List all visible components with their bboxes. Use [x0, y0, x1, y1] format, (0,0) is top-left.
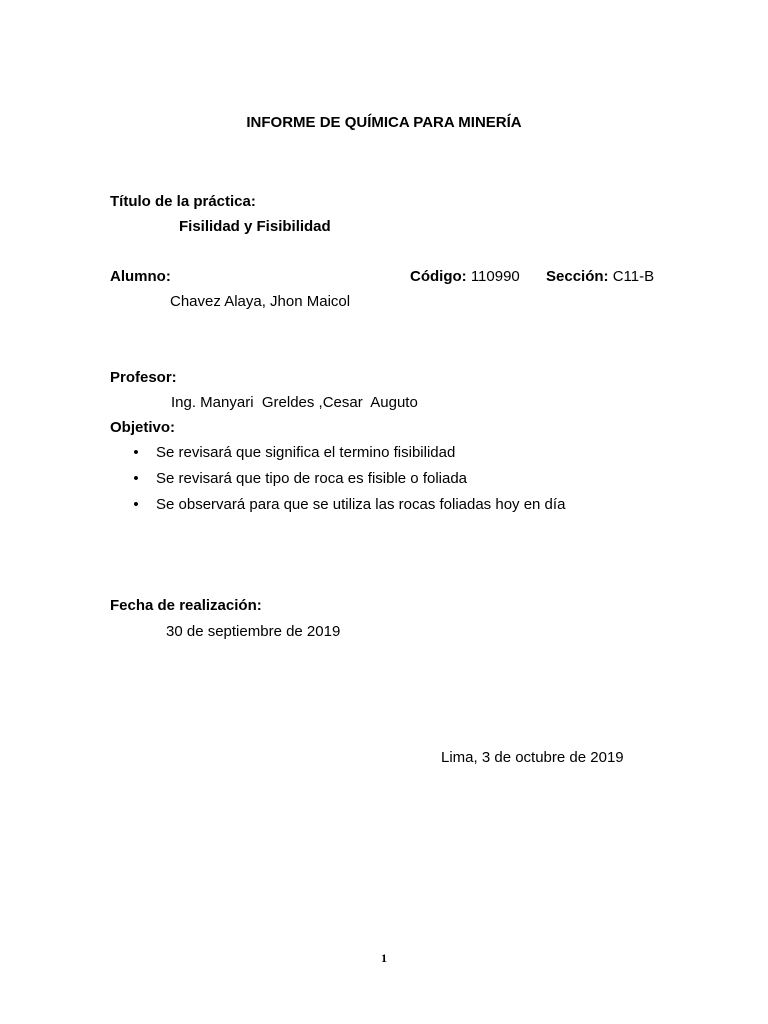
objective-text: Se observará para que se utiliza las rocas foliadas hoy en día [156, 496, 566, 513]
date-value: 30 de septiembre de 2019 [166, 623, 341, 640]
bullet-icon: • [133, 444, 139, 461]
document-title: INFORME DE QUÍMICA PARA MINERÍA [246, 114, 522, 131]
list-item [130, 444, 565, 470]
section-label: Sección: [546, 268, 609, 285]
place-date: Lima, 3 de octubre de 2019 [441, 749, 624, 766]
list-item [130, 496, 565, 522]
objective-text: Se revisará que significa el termino fisibilidad [156, 444, 456, 461]
objectives-list [130, 444, 565, 522]
section-value: C11-B [612, 268, 655, 285]
professor-label: Profesor: [110, 369, 177, 386]
date-label: Fecha de realización: [110, 597, 262, 614]
professor-name: Ing. Manyari Greldes ,Cesar Auguto [171, 394, 418, 411]
code-field [410, 268, 520, 286]
practice-title-value: Fisilidad y Fisibilidad [179, 218, 331, 235]
bullet-icon: • [133, 470, 139, 487]
practice-title-label: Título de la práctica: [110, 193, 256, 210]
student-label: Alumno: [110, 268, 171, 285]
objective-label: Objetivo: [110, 419, 176, 436]
code-value: 110990 [470, 268, 520, 285]
code-label: Código: [410, 268, 467, 285]
section-field [546, 268, 654, 286]
list-item [130, 470, 565, 496]
bullet-icon: • [133, 496, 139, 513]
student-name: Chavez Alaya, Jhon Maicol [170, 293, 351, 310]
objective-text: Se revisará que tipo de roca es fisible o foliada [156, 470, 468, 487]
page-number: 1 [381, 951, 387, 965]
